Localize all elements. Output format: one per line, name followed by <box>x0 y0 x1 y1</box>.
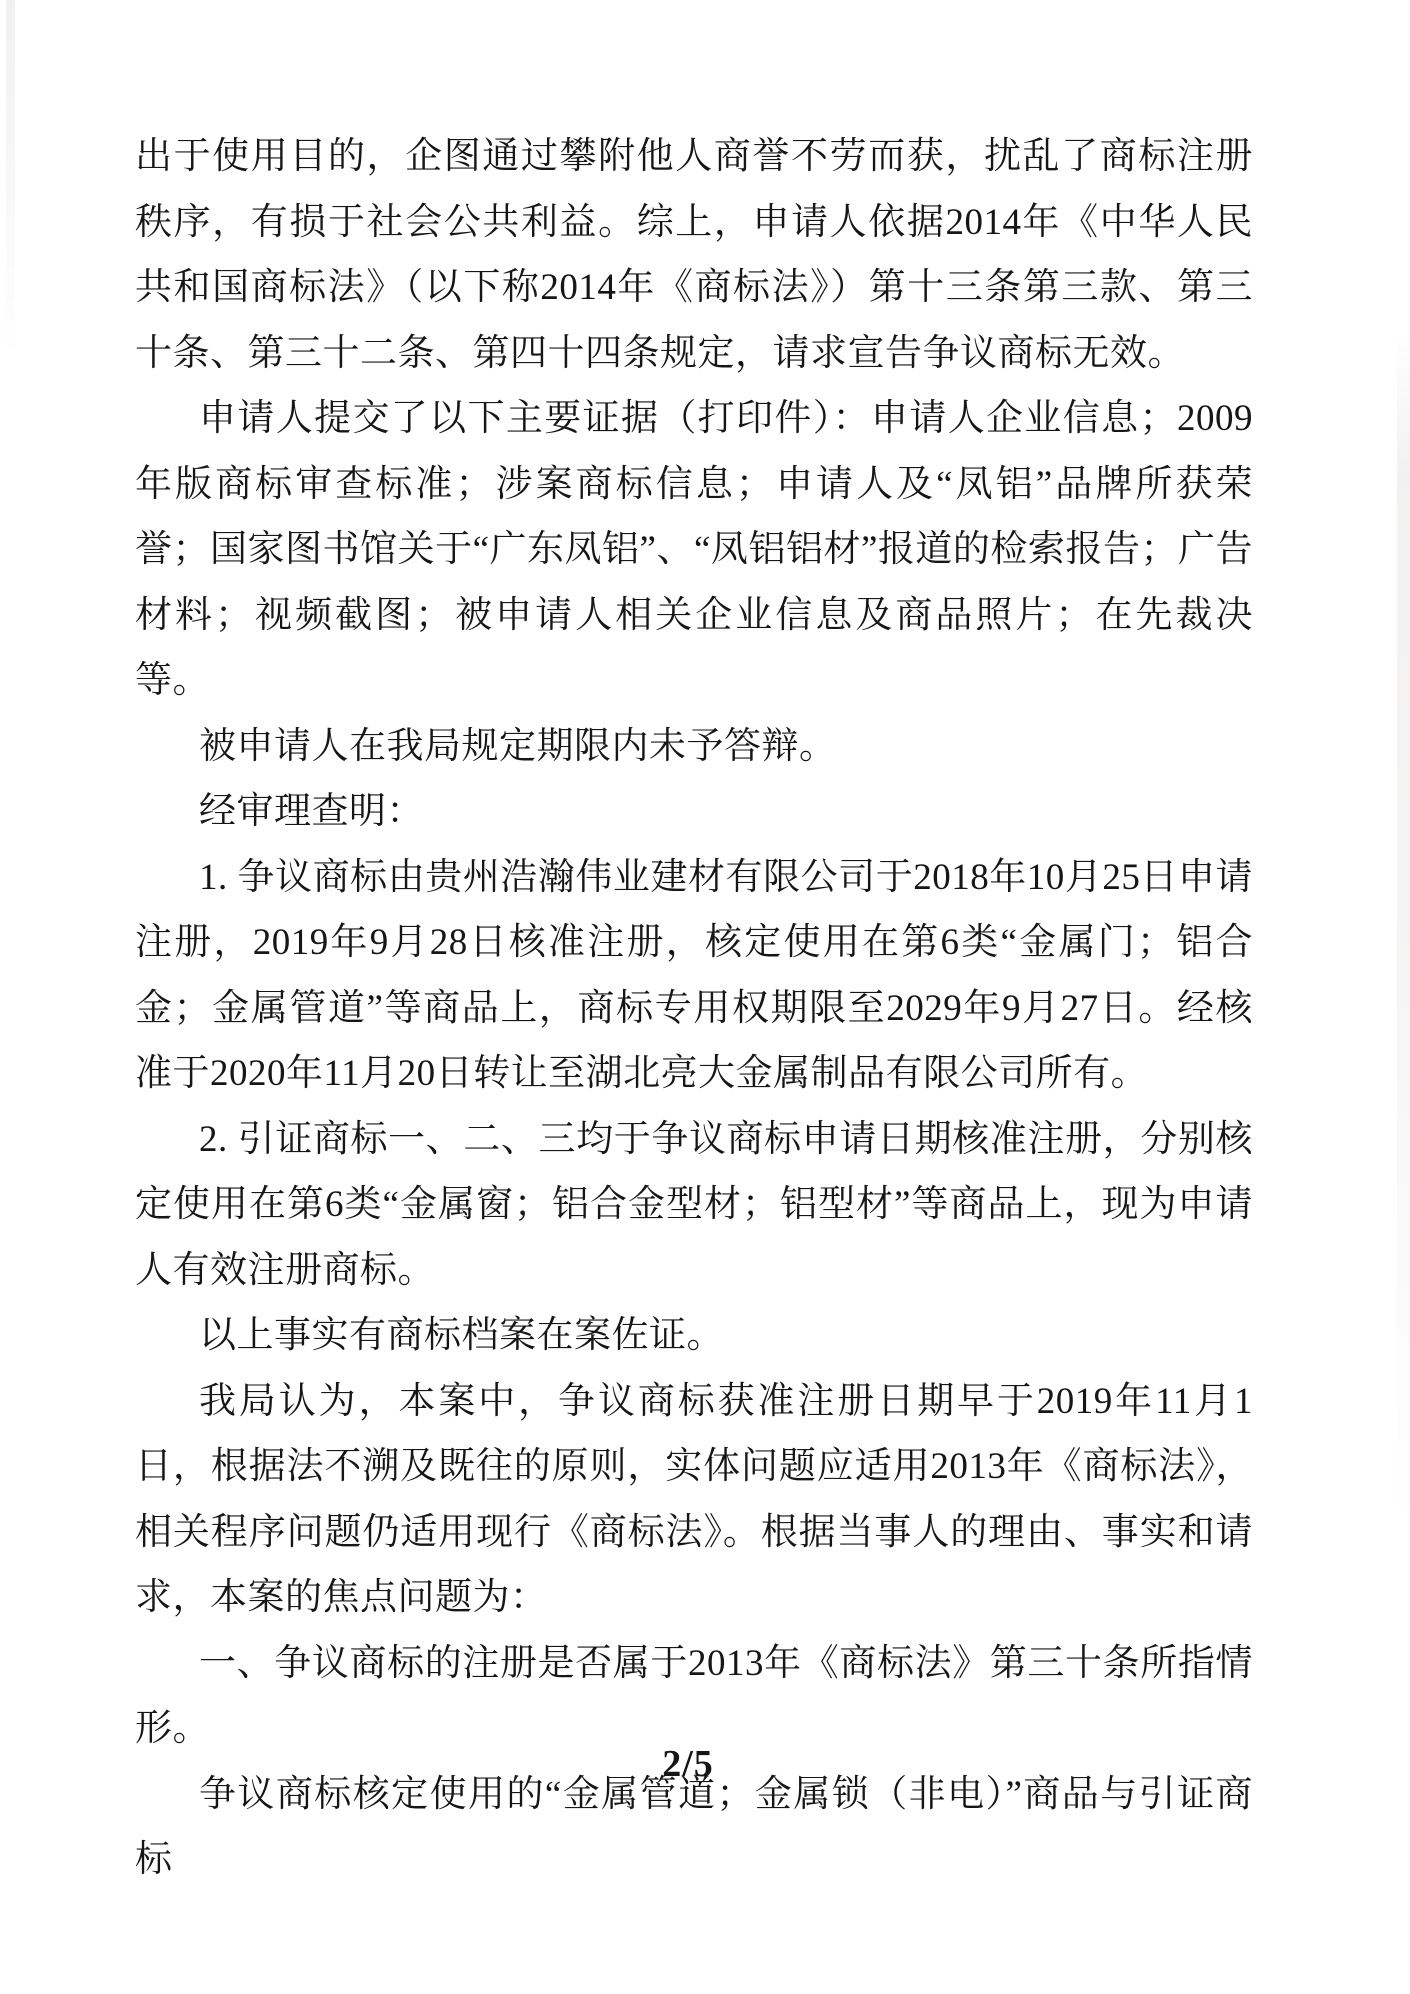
paragraph: 经审理查明： <box>199 791 424 832</box>
paragraph: 一、争议商标的注册是否属于2013年《商标法》第三十条所指情形。 <box>135 1642 1253 1749</box>
scan-shading-left <box>6 0 15 360</box>
page-number: 2/5 <box>662 1743 714 1785</box>
paragraph: 争议商标核定使用的“金属管道；金属锁（非电）”商品与引证商标 <box>135 1773 1253 1880</box>
paragraph: 2. 引证商标一、二、三均于争议商标申请日期核准注册，分别核定使用在第6类“金属窗；铝合金型材；铝型材”等商品上，现为申请人有效注册商标。 <box>135 1118 1253 1291</box>
paragraph: 以上事实有商标档案在案佐证。 <box>199 1315 724 1356</box>
scan-shading-right <box>1397 330 1410 1530</box>
paragraph: 1. 争议商标由贵州浩瀚伟业建材有限公司于2018年10月25日申请注册，2019年9月28日核准注册，核定使用在第6类“金属门；铝合金；金属管道”等商品上，商标专用权期限至2029年9月27日。经核准于2020年11月20日转让至湖北亮大金属制品有限公司所有。 <box>135 856 1253 1094</box>
paragraph: 出于使用目的，企图通过攀附他人商誉不劳而获，扰乱了商标注册秩序，有损于社会公共利益。综上，申请人依据2014年《中华人民共和国商标法》（以下称2014年《商标法》）第十三条第三款、第三十条、第三十二条、第四十四条规定，请求宣告争议商标无效。 <box>135 136 1253 374</box>
paragraph: 申请人提交了以下主要证据（打印件）：申请人企业信息；2009年版商标审查标准；涉案商标信息；申请人及“凤铝”品牌所获荣誉；国家图书馆关于“广东凤铝”、“凤铝铝材”报道的检索报告；广告材料；视频截图；被申请人相关企业信息及商品照片；在先裁决等。 <box>135 398 1253 701</box>
document-body <box>135 124 1253 1893</box>
paragraph: 被申请人在我局规定期限内未予答辩。 <box>199 725 837 767</box>
paragraph: 我局认为，本案中，争议商标获准注册日期早于2019年11月1日，根据法不溯及既往的原则，实体问题应适用2013年《商标法》，相关程序问题仍适用现行《商标法》。根据当事人的理由、事实和请求，本案的焦点问题为： <box>135 1380 1253 1618</box>
